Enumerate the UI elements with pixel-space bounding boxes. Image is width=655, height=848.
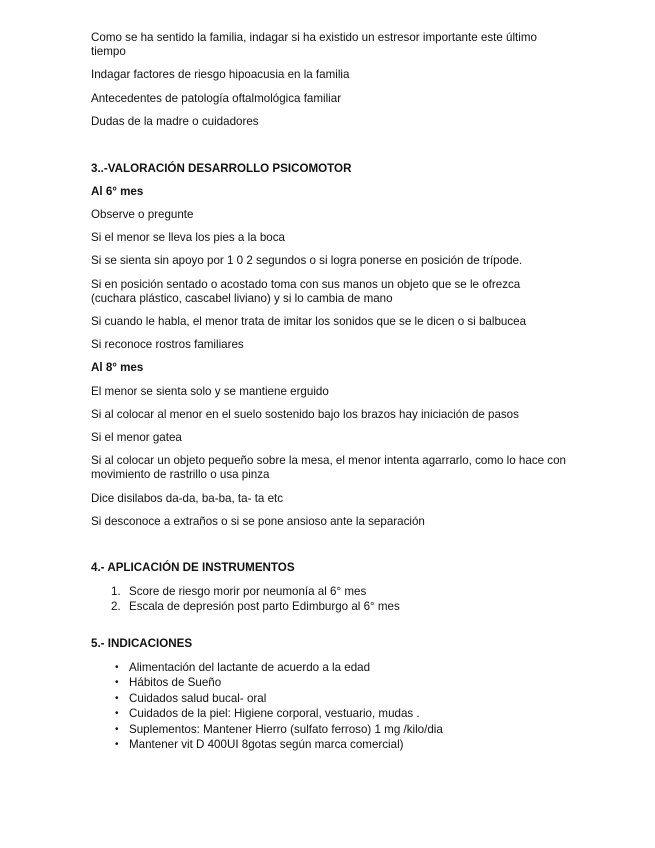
section-5-heading: 5.- INDICACIONES [91,637,193,650]
item-text: Hábitos de Sueño [129,676,222,689]
intro-paragraph-ophthalmology: Antecedentes de patología oftalmológica familiar [91,92,342,105]
bullet-icon: • [115,724,119,735]
bullet-icon: • [115,693,119,704]
section-3-heading: 3..-VALORACIÓN DESARROLLO PSICOMOTOR [91,162,352,175]
list-item: Si el menor gatea [91,431,182,444]
item-text: Score de riesgo morir por neumonía al 6° mes [129,585,367,598]
bullet-icon: • [115,708,119,719]
list-item: Si reconoce rostros familiares [91,338,244,351]
list-item: Si cuando le habla, el menor trata de imitar los sonidos que se le dicen o si balbucea [91,315,527,328]
item-text: Alimentación del lactante de acuerdo a la edad [129,661,371,674]
list-item: Si en posición sentado o acostado toma con sus manos un objeto que se le ofrezca (cuchara plástico, cascabel liviano) y si lo cambia de mano [91,278,521,305]
list-item: Si el menor se lleva los pies a la boca [91,231,285,244]
subheading-6-month: Al 6° mes [91,185,144,198]
subheading-8-month: Al 8° mes [91,361,144,374]
list-item: Si al colocar al menor en el suelo sostenido bajo los brazos hay iniciación de pasos [91,408,519,421]
item-text: Cuidados de la piel: Higiene corporal, vestuario, mudas . [129,707,420,720]
list-item: Si desconoce a extraños o si se pone ansioso ante la separación [91,515,425,528]
list-item: Si se sienta sin apoyo por 1 0 2 segundos o si logra ponerse en posición de trípode. [91,254,523,267]
list-item: Observe o pregunte [91,208,194,221]
intro-paragraph-caregiver-doubts: Dudas de la madre o cuidadores [91,115,259,128]
item-number: 2. [111,600,121,613]
item-text: Mantener vit D 400UI 8gotas según marca comercial) [129,738,404,751]
item-number: 1. [111,585,121,598]
item-text: Escala de depresión post parto Edimburgo al 6° mes [129,600,400,613]
item-text: Suplementos: Mantener Hierro (sulfato ferroso) 1 mg /kilo/dia [129,723,443,736]
bullet-icon: • [115,662,119,673]
intro-paragraph-family-stress: Como se ha sentido la familia, indagar si ha existido un estresor importante este último tiempo [91,31,537,58]
list-item: El menor se sienta solo y se mantiene erguido [91,385,329,398]
item-text: Cuidados salud bucal- oral [129,692,267,705]
bullet-icon: • [115,739,119,750]
section-4-heading: 4.- APLICACIÓN DE INSTRUMENTOS [91,561,295,574]
list-item: Si al colocar un objeto pequeño sobre la mesa, el menor intenta agarrarlo, como lo hace con movimiento de rastrillo o usa pinza [91,454,566,481]
intro-paragraph-hearing-risk: Indagar factores de riesgo hipoacusia en la familia [91,68,350,81]
list-item: Dice disilabos da-da, ba-ba, ta- ta etc [91,492,284,505]
bullet-icon: • [115,677,119,688]
